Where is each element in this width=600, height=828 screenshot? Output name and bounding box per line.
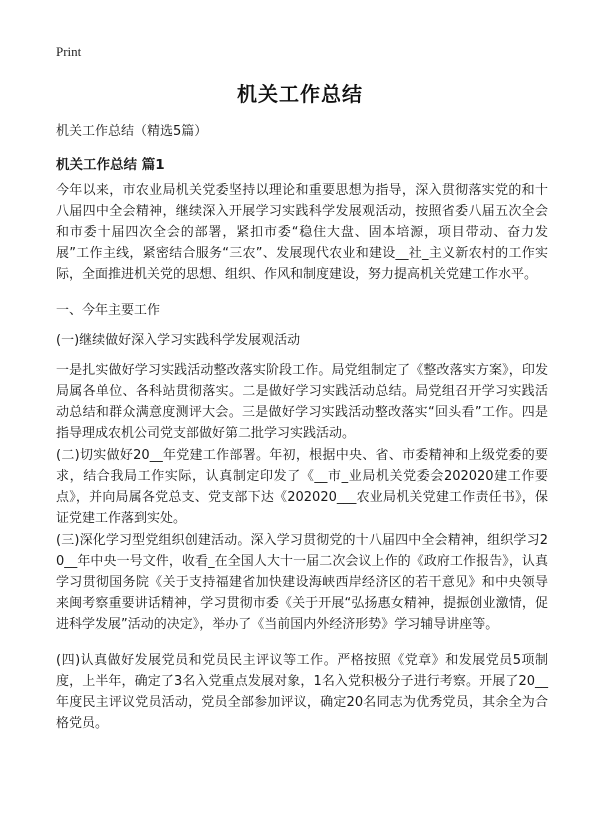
page-title: 机关工作总结	[237, 82, 363, 106]
main-work-heading: 一、今年主要工作	[56, 303, 161, 318]
section-heading: 机关工作总结 篇1	[56, 157, 165, 173]
body-paragraph: 一是扎实做好学习实践活动整改落实阶段工作。局党组制定了《整改落实方案》，印发局属各单位、各科站贯彻落实。二是做好学习实践活动总结。局党组召开学习实践活动总结和群众满意度测评大会。三是做好学习实践活动整改落实“回头看”工作。四是指导理成农机公司党支部做好第二批学习实践活动。	[56, 363, 548, 441]
body-paragraph: (四)认真做好发展党员和党员民主评议等工作。严格按照《党章》和发展党员5项制度，上半年，确定了3名入党重点发展对象，1名入党积极分子进行考察。开展了20__年度民主评议党员活动，党员全部参加评议，确定20名同志为优秀党员，其余全为合格党员。	[56, 653, 548, 731]
print-label: Print	[56, 44, 82, 59]
document-subtitle: 机关工作总结（精选5篇）	[56, 124, 208, 139]
subsection-heading-1: (一)继续做好深入学习实践科学发展观活动	[56, 333, 301, 348]
intro-paragraph: 今年以来，市农业局机关党委坚持以理论和重要思想为指导，深入贯彻落实党的和十八届四中全会精神，继续深入开展学习实践科学发展观活动，按照省委八届五次全会和市委十届四次全会的部署，紧扣市委“稳住大盘、固本培源，项目带动、奋力发展”工作主线，紧密结合服务“三农”、发展现代农业和建设__社_主义新农村的工作实际，全面推进机关党的思想、组织、作风和制度建设，努力提高机关党建工作水平。	[56, 183, 548, 282]
body-paragraph: (二)切实做好20__年党建工作部署。年初，根据中央、省、市委精神和上级党委的要求，结合我局工作实际，认真制定印发了《__市_业局机关党委会202020建工作要点》，并向局属各党总支、党支部下达《202020___农业局机关党建工作责任书》，保证党建工作落到实处。	[56, 448, 548, 526]
body-paragraph: (三)深化学习型党组织创建活动。深入学习贯彻党的十八届四中全会精神，组织学习20__年中央一号文件，收看_在全国人大十一届二次会议上作的《政府工作报告》，认真学习贯彻国务院《关于支持福建省加快建设海峡西岸经济区的若干意见》和中央领导来闽考察重要讲话精神，学习贯彻市委《关于开展“弘扬惠女精神，提振创业激情，促进科学发展”活动的决定》，举办了《当前国内外经济形势》学习辅导讲座等。	[56, 533, 548, 632]
